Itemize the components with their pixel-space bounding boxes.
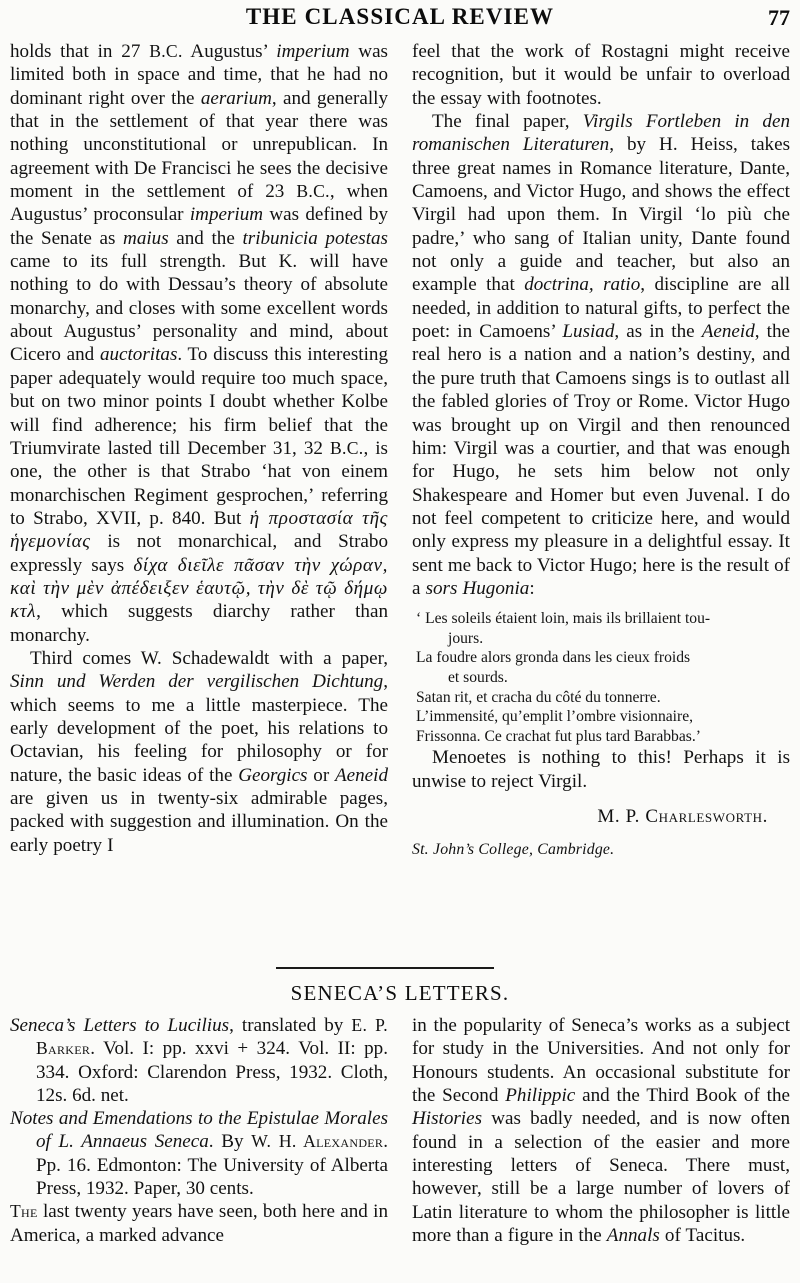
lower-left-column <box>10 1014 388 1247</box>
lower-columns <box>10 1014 790 1247</box>
bibliography-entry: Notes and Emendations to the Epistulae Morales of L. Annaeus Seneca. By W. H. Alexander. Pp. 16. Edmonton: The University of Alberta Press, 1932. Paper, 30 cents. <box>10 1108 389 1200</box>
section-heading: SENECA’S LETTERS. <box>290 981 510 1005</box>
author-affiliation: St. John’s College, Cambridge. <box>412 841 615 859</box>
lower-right-column <box>412 1014 790 1247</box>
verse-line: jours. <box>448 629 484 647</box>
upper-columns <box>10 40 790 859</box>
section-divider-rule <box>276 967 494 969</box>
verse-line: et sourds. <box>448 669 508 687</box>
author-signature <box>412 806 790 828</box>
verse-line: L’immensité, qu’emplit l’ombre visionnaire, <box>416 708 694 726</box>
page-number: 77 <box>768 5 790 30</box>
bibliography-list <box>10 1014 388 1200</box>
verse-line: Frissonna. Ce crachat fut plus tard Barabbas.’ <box>416 727 701 745</box>
verse-line: La foudre alors gronda dans les cieux froids <box>416 649 691 667</box>
left-column <box>10 40 388 857</box>
running-head-title: THE CLASSICAL REVIEW <box>245 4 555 29</box>
paragraph: The final paper, Virgils Fortleben in den romanischen Literaturen, by H. Heiss, takes three great names in Romance literature, Dante, Camoens, and Victor Hugo, and shows the effect Virgil had upon them. In Virgil ‘lo più che padre,’ who sang of Italian unity, Dante found not only a guide and teacher, but also an example that doctrina, ratio, discipline are all needed, in addition to natural gifts, to perfect the poet: in Camoens’ Lusiad, as in the Aeneid, the real hero is a nation and a nation’s destiny, and the pure truth that Camoens sings is to outlast all the fabled glories of Troy or Rome. Victor Hugo was brought up on Virgil and then renounced him: Virgil was a courtier, and that was enough for Hugo, he sets him below not only Shakespeare and Homer but even Juvenal. I do not feel competent to criticize here, and would only express my pleasure in a delightful essay. It sent me back to Victor Hugo; here is the result of a sors Hugonia: <box>412 111 791 599</box>
left-column-paragraphs <box>10 40 388 857</box>
verse-line: Satan rit, et cracha du côté du tonnerre. <box>416 688 661 706</box>
bibliography-entry: Seneca’s Letters to Lucilius, translated by E. P. Barker. Vol. I: pp. xxvi + 324. Vol. II: pp. 334. Oxford: Clarendon Press, 1932. Cloth, 12s. 6d. net. <box>10 1015 388 1106</box>
paragraph: in the popularity of Seneca’s works as a subject for study in the Universities. And not only for Honours students. An occasional substitute for the Second Philippic and the Third Book of the Histories was badly needed, and is now often found in a selection of the easier and more interesting letters of Seneca. There must, however, still be a large number of lovers of Latin literature to whom the philosopher is little more than a figure in the Annals of Tacitus. <box>412 1015 790 1247</box>
closing-paragraph: Menoetes is nothing to this! Perhaps it is unwise to reject Virgil. <box>412 747 790 792</box>
author-name: M. P. Charlesworth. <box>597 806 768 828</box>
paragraph: The last twenty years have seen, both here and in America, a marked advance <box>10 1201 388 1246</box>
verse-line: ‘ Les soleils étaient loin, mais ils brillaient tou- <box>416 610 711 628</box>
verse-quotation <box>412 609 790 746</box>
running-head <box>0 4 800 34</box>
lower-right-body <box>412 1014 790 1247</box>
right-column-paragraphs <box>412 40 790 600</box>
paragraph: holds that in 27 B.C. Augustus’ imperium was limited both in space and time, that he had no dominant right over the aerarium, and generally that in the settlement of that year there was nothing unconstitutional or unrepublican. In agreement with De Francisci he sees the decisive moment in the settlement of 23 B.C., when Augustus’ proconsular imperium was defined by the Senate as maius and the tribunicia potestas came to its full strength. But K. will have nothing to do with Dessau’s theory of absolute monarchy, and closes with some excellent words about Augustus’ personality and mind, about Cicero and auctoritas. To discuss this interesting paper adequately would require too much space, but on two minor points I doubt whether Kolbe will find adherence; his firm belief that the Triumvirate lasted till December 31, 32 B.C., is one, the other is that Strabo ‘hat von einem monarchischen Regiment gesprochen,’ referring to Strabo, XVII, p. 840. But ἡ προστασία τῆς ἡγεμονίας is not monarchical, and Strabo expressly says δίχα διεῖλε πᾶσαν τὴν χώραν, καὶ τὴν μὲν ἀπέδειξεν ἑαυτῷ, τὴν δὲ τῷ δήμῳ κτλ, which suggests diarchy rather than monarchy. <box>10 41 389 646</box>
right-column <box>412 40 790 859</box>
lower-left-body <box>10 1200 388 1247</box>
paragraph: feel that the work of Rostagni might receive recognition, but it would be unfair to overload the essay with footnotes. <box>412 41 790 109</box>
paragraph: Third comes W. Schadewaldt with a paper, Sinn und Werden der vergilischen Dichtung, which seems to me a little masterpiece. The early development of the poet, his relations to Octavian, his feeling for philosophy or for nature, the basic ideas of the Georgics or Aeneid are given us in twenty-six admirable pages, packed with suggestion and illumination. On the early poetry I <box>10 647 388 856</box>
